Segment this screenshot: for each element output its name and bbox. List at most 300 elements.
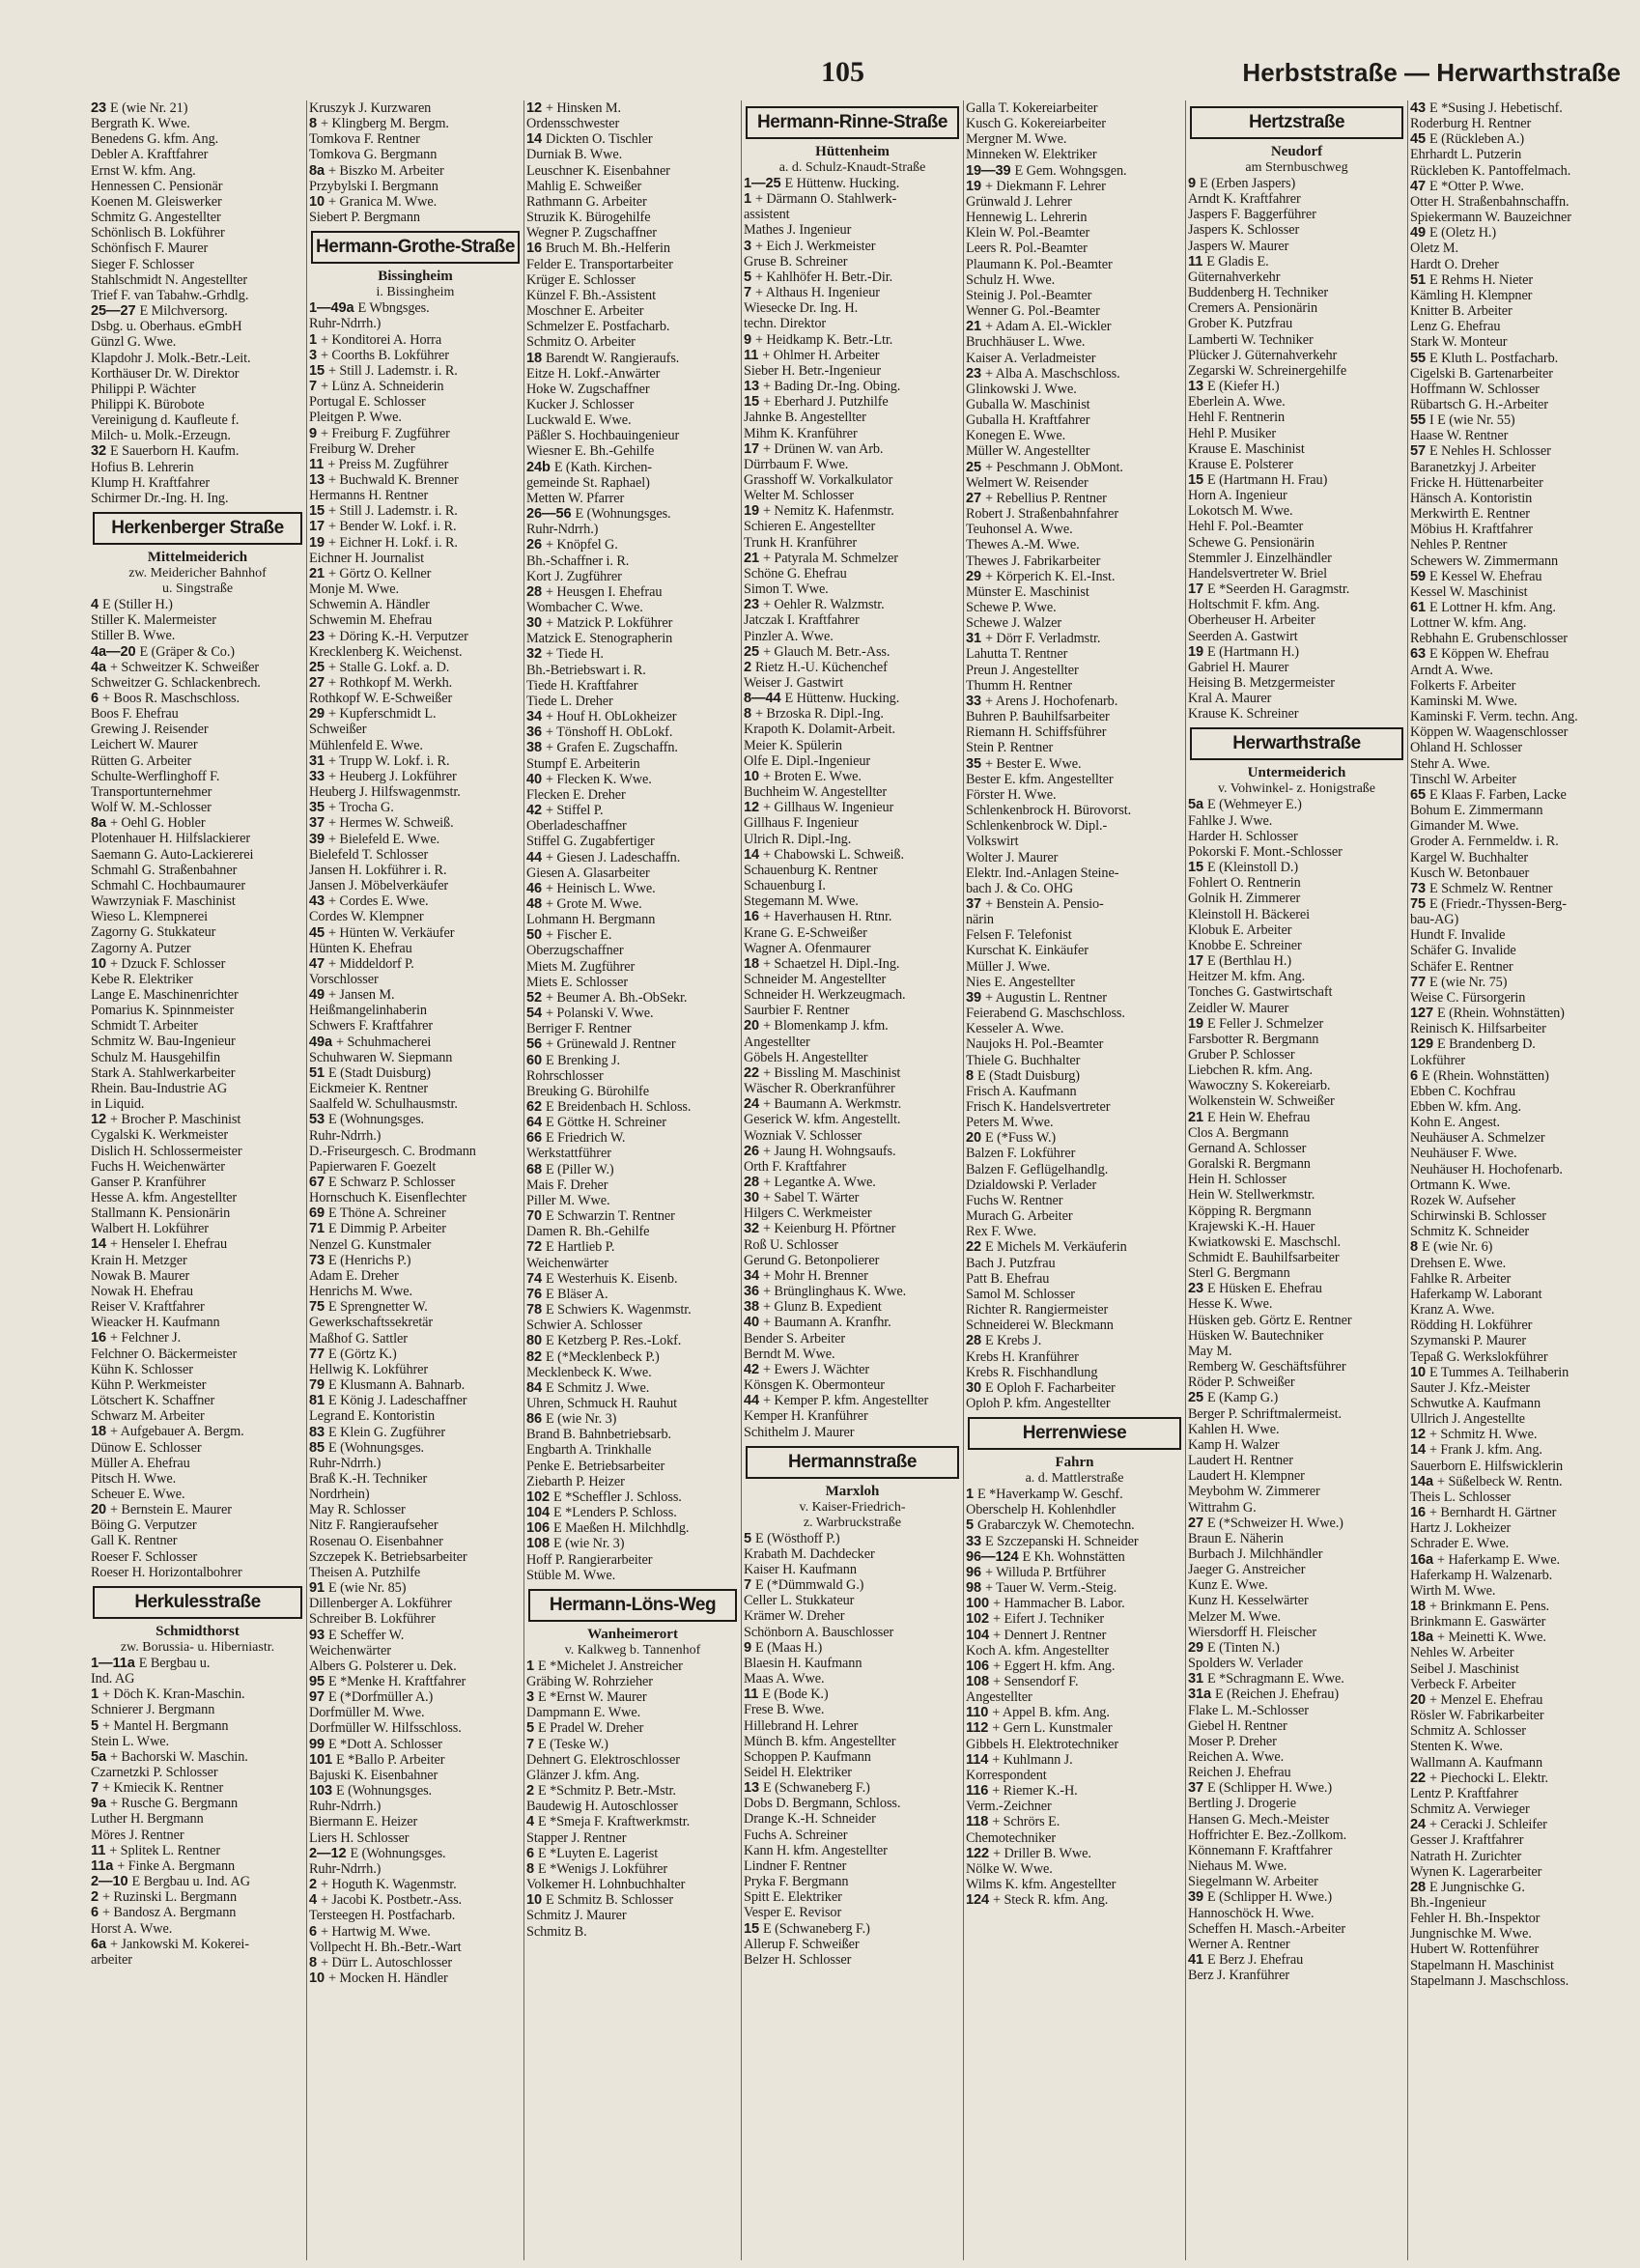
directory-entry — [742, 1003, 963, 1018]
resident-text: + Jacobi K. Postbetr.-Ass. — [320, 1892, 463, 1909]
resident-text: + Aufgebauer A. Bergm. — [110, 1424, 244, 1440]
directory-entry — [307, 1674, 523, 1689]
resident-text: E (Wehmeyer E.) — [1207, 797, 1302, 813]
directory-entry — [1408, 272, 1634, 288]
resident-text: Ruhr-Ndrrh.) — [309, 1799, 382, 1815]
directory-entry — [307, 1377, 523, 1393]
directory-entry — [742, 863, 963, 878]
directory-entry — [89, 272, 306, 288]
house-number: 81 — [309, 1393, 328, 1409]
directory-entry — [964, 959, 1185, 975]
resident-text: Pitsch H. Wwe. — [91, 1470, 177, 1487]
directory-entry — [1408, 787, 1634, 803]
directory-entry — [742, 784, 963, 800]
resident-text: E *Smeja F. Kraftwerkmstr. — [537, 1814, 691, 1830]
resident-text: Knitter B. Arbeiter — [1410, 303, 1513, 320]
resident-text: Naujoks H. Pol.-Beamter — [966, 1036, 1104, 1053]
resident-text: May M. — [1188, 1343, 1232, 1359]
directory-entry — [742, 1299, 963, 1315]
house-number: 60 — [526, 1052, 546, 1068]
resident-text: Baudewig H. Autoschlosser — [526, 1799, 678, 1815]
resident-text: Kaminski M. Wwe. — [1410, 693, 1517, 709]
street-heading: Hermann-Rinne-Straße — [746, 106, 959, 139]
resident-text: Hehl F. Rentnerin — [1188, 410, 1285, 426]
directory-entry — [964, 475, 1185, 491]
resident-text: Wolkenstein W. Schweißer — [1188, 1093, 1335, 1110]
directory-entry — [307, 1237, 523, 1253]
resident-text: Adam E. Dreher — [309, 1267, 399, 1284]
resident-text: Wäscher R. Oberkranführer — [744, 1081, 895, 1097]
house-number: 23 — [1188, 1281, 1207, 1297]
resident-text: Liebchen R. kfm. Ang. — [1188, 1063, 1313, 1079]
directory-entry — [742, 1144, 963, 1159]
directory-entry — [742, 753, 963, 769]
directory-entry — [524, 537, 741, 553]
resident-text: + Diekmann F. Lehrer — [985, 178, 1106, 194]
directory-entry — [964, 1861, 1185, 1877]
directory-entry — [89, 1253, 306, 1268]
resident-text: Horst A. Wwe. — [91, 1920, 173, 1937]
resident-text: Schulz M. Hausgehilfin — [91, 1049, 220, 1065]
directory-entry — [307, 1081, 523, 1096]
house-number: 93 — [309, 1627, 328, 1643]
resident-text: Stüble M. Wwe. — [526, 1567, 616, 1583]
resident-text: Burbach J. Milchhändler — [1188, 1545, 1323, 1562]
street-location: v. Kaiser-Friedrich- — [799, 1499, 906, 1515]
directory-entry — [524, 663, 741, 678]
resident-text: + Hartwig M. Wwe. — [320, 1923, 431, 1940]
house-number: 28 — [526, 583, 546, 600]
directory-entry — [1186, 829, 1407, 844]
house-number: 98 — [966, 1580, 985, 1597]
resident-text: Ruhr-Ndrrh.) — [309, 1127, 382, 1144]
directory-entry — [1186, 1968, 1407, 1983]
resident-text: + Dennert J. Rentner — [993, 1627, 1107, 1643]
directory-entry — [89, 1874, 306, 1889]
directory-entry — [964, 772, 1185, 787]
resident-text: Schmidt T. Arbeiter — [91, 1018, 198, 1035]
house-number: 7 — [309, 379, 321, 395]
resident-text: Czarnetzki P. Schlosser — [91, 1765, 218, 1780]
resident-text: E Friedrich W. — [546, 1130, 626, 1147]
directory-entry — [307, 348, 523, 363]
resident-text: Neuhäuser F. Wwe. — [1410, 1146, 1517, 1162]
directory-entry — [307, 179, 523, 194]
resident-text: Frisch A. Kaufmann — [966, 1083, 1077, 1099]
house-number: 20 — [966, 1130, 985, 1147]
directory-entry — [1186, 891, 1407, 906]
resident-text: E (Wohnungsges. — [328, 1112, 425, 1128]
resident-text: + Coorths B. Lokführer — [320, 347, 449, 363]
directory-entry — [742, 535, 963, 551]
resident-text: Oberheuser H. Arbeiter — [1188, 612, 1315, 629]
resident-text: Ernst W. kfm. Ang. — [91, 162, 196, 179]
directory-entry — [964, 397, 1185, 412]
directory-entry — [307, 941, 523, 956]
resident-text: Otter H. Straßenbahnschaffn. — [1410, 193, 1569, 210]
resident-text: + Brocher P. Maschinist — [110, 1112, 241, 1128]
directory-entry — [89, 116, 306, 131]
resident-text: E Szczepanski H. Schneider — [985, 1533, 1139, 1549]
resident-text: Rothkopf W. E-Schweißer — [309, 691, 453, 707]
directory-entry — [742, 925, 963, 941]
resident-text: Schrader E. Wwe. — [1410, 1536, 1510, 1552]
resident-text: + Chabowski L. Schweiß. — [763, 846, 904, 863]
directory-entry — [1408, 522, 1634, 537]
house-number: 12 — [91, 1112, 110, 1128]
resident-text: + Cordes E. Wwe. — [328, 893, 429, 910]
resident-text: Eickmeier K. Rentner — [309, 1081, 429, 1097]
resident-text: Guballa W. Maschinist — [966, 396, 1090, 412]
resident-text: E Gladis E. — [1206, 253, 1269, 269]
directory-entry — [307, 1611, 523, 1627]
resident-text: + Baumann A. Werkmstr. — [763, 1096, 902, 1113]
resident-text: E *Haverkamp W. Geschf. — [976, 1487, 1123, 1503]
directory-entry — [524, 865, 741, 881]
directory-entry — [1186, 1219, 1407, 1234]
directory-entry — [964, 865, 1185, 881]
directory-entry — [89, 397, 306, 412]
directory-entry — [307, 644, 523, 660]
directory-entry — [1186, 1390, 1407, 1405]
resident-text: + Eichner H. Lokf. i. R. — [328, 534, 458, 551]
resident-text: Tonches G. Gastwirtschaft — [1188, 984, 1333, 1001]
house-number: 25 — [966, 459, 985, 475]
directory-entry — [742, 1159, 963, 1175]
resident-text: Fahlke R. Arbeiter — [1410, 1270, 1512, 1287]
directory-entry — [1408, 1677, 1634, 1692]
directory-entry — [964, 1846, 1185, 1861]
directory-entry — [89, 1765, 306, 1780]
directory-entry — [307, 488, 523, 503]
directory-entry — [307, 551, 523, 566]
resident-text: Tiede L. Dreher — [526, 693, 613, 709]
house-number: 36 — [526, 724, 546, 741]
directory-entry — [1186, 1828, 1407, 1843]
house-number: 27 — [1188, 1515, 1207, 1531]
directory-entry — [1186, 1125, 1407, 1141]
directory-entry — [89, 1905, 306, 1920]
resident-text: E Klein G. Zugführer — [328, 1424, 446, 1440]
directory-entry — [307, 629, 523, 644]
directory-entry — [524, 194, 741, 210]
house-number: 6a — [91, 1936, 110, 1952]
resident-text: Kamp H. Walzer — [1188, 1436, 1280, 1453]
house-number: 118 — [966, 1814, 993, 1830]
house-number: 31a — [1188, 1687, 1216, 1703]
resident-text: Pinzler A. Wwe. — [744, 628, 834, 644]
house-number: 75 — [1410, 895, 1429, 912]
resident-text: Roeser H. Horizontalbohrer — [91, 1564, 242, 1580]
directory-entry — [1408, 1942, 1634, 1957]
resident-text: Dorfmüller M. Wwe. — [309, 1705, 425, 1721]
directory-entry — [1408, 1583, 1634, 1599]
directory-entry — [964, 147, 1185, 162]
resident-text: E Breidenbach H. Schloss. — [546, 1099, 692, 1115]
resident-text: Kranz A. Wwe. — [1410, 1302, 1495, 1318]
resident-text: Schnierer J. Bergmann — [91, 1702, 215, 1718]
directory-entry — [1408, 194, 1634, 210]
resident-text: Volkemer H. Lohnbuchhalter — [526, 1877, 686, 1893]
resident-text: Hoke W. Zugschaffner — [526, 381, 650, 397]
directory-entry — [1408, 1489, 1634, 1505]
resident-text: E Dimmig P. Arbeiter — [328, 1221, 446, 1237]
directory-entry — [89, 1221, 306, 1236]
resident-text: + Schaetzel H. Dipl.-Ing. — [763, 955, 900, 972]
directory-entry — [307, 1752, 523, 1768]
resident-text: Ruhr-Ndrrh.) — [309, 1455, 382, 1471]
resident-text: E (wie Nr. 75) — [1429, 974, 1508, 990]
directory-entry — [1186, 503, 1407, 519]
resident-text: Wittrahm G. — [1188, 1499, 1257, 1516]
directory-entry — [89, 210, 306, 225]
directory-entry — [964, 366, 1185, 382]
street-location: a. d. Schulz-Knaudt-Straße — [778, 160, 926, 175]
house-number: 27 — [309, 675, 328, 691]
directory-entry — [89, 1952, 306, 1968]
resident-text: E Bergbau u. Ind. AG — [131, 1874, 250, 1890]
directory-entry — [742, 1128, 963, 1144]
resident-text: Heitzer M. kfm. Ang. — [1188, 969, 1306, 985]
resident-text: gemeinde St. Raphael) — [526, 474, 650, 491]
resident-text: Hesse K. Wwe. — [1188, 1296, 1273, 1313]
directory-entry — [1408, 334, 1634, 350]
house-number: 39 — [1188, 1889, 1207, 1906]
resident-text: Schönborn A. Bauschlosser — [744, 1624, 894, 1640]
resident-text: Vesper E. Revisor — [744, 1905, 842, 1921]
resident-text: + Felchner J. — [110, 1330, 182, 1347]
directory-entry — [307, 1393, 523, 1408]
directory-entry — [742, 1284, 963, 1299]
resident-text: + Bernhardt H. Gärtner — [1429, 1505, 1557, 1521]
directory-entry — [89, 1112, 306, 1127]
house-number: 75 — [309, 1299, 328, 1316]
house-number: 54 — [526, 1006, 546, 1022]
resident-text: E *Seerden H. Garagmstr. — [1207, 581, 1350, 598]
directory-entry — [1408, 1926, 1634, 1942]
directory-entry — [1186, 1313, 1407, 1328]
resident-text: Krain H. Metzger — [91, 1252, 187, 1268]
resident-text: + Stiffel P. — [546, 803, 604, 819]
resident-text: Wiersdorff H. Fleischer — [1188, 1624, 1317, 1640]
house-number: 71 — [309, 1221, 328, 1237]
directory-entry — [964, 288, 1185, 303]
directory-entry — [1408, 1692, 1634, 1708]
street-location: a. d. Mattlerstraße — [1025, 1471, 1124, 1487]
directory-entry — [1186, 488, 1407, 503]
resident-text: Wallmann A. Kaufmann — [1410, 1754, 1543, 1771]
resident-text: Dobs D. Bergmann, Schloss. — [744, 1796, 901, 1812]
directory-entry — [89, 893, 306, 909]
resident-text: Rathmann G. Arbeiter — [526, 193, 647, 210]
directory-entry — [1186, 191, 1407, 207]
resident-text: Sauter J. Kfz.-Meister — [1410, 1379, 1531, 1396]
directory-entry — [307, 722, 523, 737]
resident-text: Lötschert K. Schaffner — [91, 1393, 215, 1409]
directory-entry — [89, 303, 306, 319]
directory-entry — [1186, 1609, 1407, 1625]
directory-entry — [1408, 491, 1634, 506]
directory-entry — [524, 1021, 741, 1036]
resident-text: E (Schwaneberg F.) — [763, 1920, 870, 1937]
directory-entry — [307, 1487, 523, 1502]
directory-entry — [524, 1208, 741, 1224]
directory-entry — [964, 990, 1185, 1006]
resident-text: Wozniak V. Schlosser — [744, 1127, 862, 1144]
house-number: 18 — [91, 1424, 110, 1440]
directory-entry — [964, 1580, 1185, 1596]
resident-text: + Dörr F. Verladmstr. — [985, 631, 1101, 647]
resident-text: Schmitz J. Maurer — [526, 1908, 627, 1924]
resident-text: Geserick W. kfm. Angestellt. — [744, 1112, 901, 1128]
resident-text: Krüger E. Schlosser — [526, 271, 636, 288]
resident-text: Hardt O. Dreher — [1410, 256, 1499, 272]
directory-entry — [1186, 1047, 1407, 1063]
directory-entry — [524, 553, 741, 569]
resident-text: Stumpf E. Arbeiterin — [526, 755, 640, 772]
resident-text: E (Erben Jaspers) — [1199, 176, 1296, 191]
resident-text: Piller M. Wwe. — [526, 1192, 610, 1208]
house-number: 102 — [526, 1488, 554, 1505]
directory-entry — [1186, 1375, 1407, 1390]
directory-entry — [524, 1287, 741, 1302]
directory-entry — [524, 257, 741, 272]
house-number: 4 — [309, 1892, 321, 1909]
directory-entry — [89, 909, 306, 924]
house-number: 12 — [744, 800, 763, 816]
resident-text: Krause E. Maschinist — [1188, 440, 1305, 457]
directory-entry — [1408, 756, 1634, 772]
directory-entry — [1408, 1442, 1634, 1458]
resident-text: + Schrörs E. — [992, 1814, 1060, 1830]
resident-text: Galla T. Kokereiarbeiter — [966, 100, 1098, 116]
resident-text: + Polanski V. Wwe. — [546, 1006, 654, 1022]
directory-entry — [964, 179, 1185, 194]
directory-entry — [89, 1393, 306, 1408]
directory-entry — [89, 769, 306, 784]
directory-entry — [524, 1162, 741, 1177]
directory-entry — [307, 100, 523, 116]
resident-text: E (Oletz H.) — [1429, 225, 1497, 241]
directory-entry — [89, 1408, 306, 1424]
resident-text: Wegner P. Zugschaffner — [526, 225, 657, 241]
resident-text: Göbels H. Angestellter — [744, 1049, 868, 1065]
directory-entry — [89, 753, 306, 769]
resident-text: Henrichs M. Wwe. — [309, 1284, 412, 1300]
resident-text: + Blomenkamp J. kfm. — [763, 1018, 889, 1035]
directory-entry — [524, 303, 741, 319]
resident-text: Legrand E. Kontoristin — [309, 1408, 436, 1425]
directory-entry — [1408, 537, 1634, 553]
directory-entry — [1408, 397, 1634, 412]
directory-entry — [1186, 1906, 1407, 1921]
directory-entry — [307, 706, 523, 722]
resident-text: Steinig J. Pol.-Beamter — [966, 287, 1092, 303]
directory-entry — [524, 1674, 741, 1689]
resident-text: Biermann E. Heizer — [309, 1814, 418, 1830]
resident-text: Gruber P. Schlosser — [1188, 1046, 1295, 1063]
directory-entry — [524, 990, 741, 1006]
resident-text: + Bading Dr.-Ing. Obing. — [763, 379, 901, 395]
directory-entry — [89, 1828, 306, 1843]
resident-text: Stiller B. Wwe. — [91, 628, 176, 644]
directory-entry — [89, 1889, 306, 1905]
resident-text: Engbarth A. Trinkhalle — [526, 1442, 652, 1459]
house-number: 72 — [526, 1239, 546, 1256]
directory-entry — [524, 1752, 741, 1768]
resident-text: Reichen A. Wwe. — [1188, 1749, 1285, 1765]
directory-entry — [1408, 694, 1634, 709]
resident-text: + Flecken K. Wwe. — [546, 771, 652, 787]
resident-text: Moschner E. Arbeiter — [526, 303, 644, 320]
directory-entry — [307, 1268, 523, 1284]
directory-entry — [964, 522, 1185, 537]
directory-entry — [1186, 457, 1407, 472]
directory-entry — [89, 100, 306, 116]
directory-entry — [1186, 1656, 1407, 1671]
house-number: 59 — [1410, 568, 1429, 584]
directory-entry — [964, 1256, 1185, 1271]
directory-entry — [1186, 691, 1407, 706]
resident-text: Korrespondent — [966, 1767, 1047, 1783]
resident-text: Scheuer E. Wwe. — [91, 1486, 185, 1502]
directory-entry — [524, 1814, 741, 1829]
directory-entry — [964, 927, 1185, 943]
directory-entry — [307, 581, 523, 597]
directory-entry — [307, 210, 523, 225]
directory-entry — [742, 176, 963, 191]
directory-entry — [307, 1347, 523, 1362]
resident-text: Portugal E. Schlosser — [309, 394, 426, 411]
resident-text: + Middeldorf P. — [328, 955, 414, 972]
resident-text: Kargel W. Buchhalter — [1410, 849, 1529, 865]
directory-entry — [1186, 581, 1407, 597]
house-number: 124 — [966, 1892, 994, 1909]
resident-text: Feierabend G. Maschschloss. — [966, 1006, 1125, 1022]
resident-text: Albers G. Polsterer u. Dek. — [309, 1658, 457, 1674]
street-location: i. Bissingheim — [376, 285, 455, 300]
directory-entry — [307, 1737, 523, 1752]
resident-text: + Haverhausen H. Rtnr. — [763, 909, 892, 925]
directory-entry — [964, 646, 1185, 662]
resident-text: E (Stadt Duisburg) — [328, 1064, 431, 1081]
directory-entry — [742, 191, 963, 207]
directory-entry — [742, 1796, 963, 1811]
directory-entry — [89, 491, 306, 506]
directory-entry — [964, 787, 1185, 803]
resident-text: + Tönshoff H. ObLokf. — [546, 724, 673, 741]
resident-text: E Schwarz P. Schlosser — [328, 1175, 456, 1190]
directory-entry — [964, 1271, 1185, 1287]
house-number: 44 — [744, 1393, 763, 1409]
resident-text: + Arens J. Hochofenarb. — [985, 693, 1118, 709]
house-number: 25 — [1188, 1390, 1207, 1406]
directory-entry — [89, 1656, 306, 1671]
house-number: 95 — [309, 1674, 328, 1689]
directory-entry — [742, 1889, 963, 1905]
directory-entry — [964, 1502, 1185, 1517]
resident-text: + Rothkopf M. Werkh. — [328, 675, 453, 691]
resident-text: Berger P. Schriftmalermeist. — [1188, 1405, 1342, 1422]
resident-text: Kaiser A. Verladmeister — [966, 350, 1096, 366]
directory-entry — [89, 1127, 306, 1143]
resident-text: + Jaung H. Wohngsaufs. — [763, 1143, 896, 1159]
directory-entry — [524, 787, 741, 803]
resident-text: I E (wie Nr. 55) — [1429, 412, 1515, 429]
directory-entry — [1186, 1874, 1407, 1889]
resident-text: Rietz H.-U. Küchenchef — [754, 659, 888, 675]
directory-entry — [307, 1205, 523, 1221]
